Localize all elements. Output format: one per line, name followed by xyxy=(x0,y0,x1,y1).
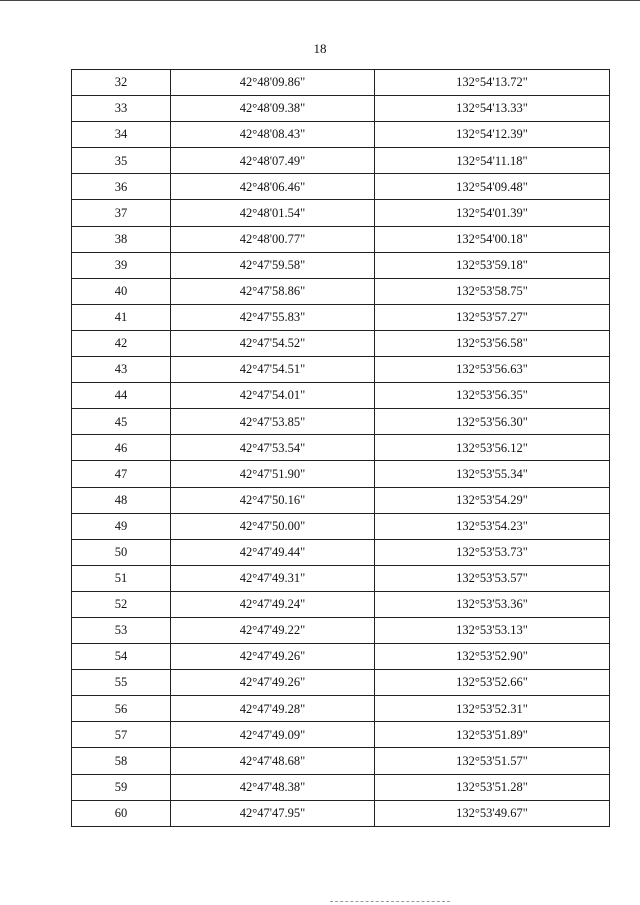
longitude-cell: 132°53'52.66" xyxy=(375,670,610,696)
latitude-cell: 42°47'49.44" xyxy=(171,539,375,565)
point-number-cell: 59 xyxy=(72,774,171,800)
point-number-cell: 34 xyxy=(72,122,171,148)
longitude-cell: 132°53'53.13" xyxy=(375,617,610,643)
latitude-cell: 42°48'07.49" xyxy=(171,148,375,174)
point-number-cell: 41 xyxy=(72,304,171,330)
longitude-cell: 132°54'09.48" xyxy=(375,174,610,200)
point-number-cell: 53 xyxy=(72,617,171,643)
table-row xyxy=(72,252,610,278)
table-row xyxy=(72,461,610,487)
table-row xyxy=(72,696,610,722)
point-number-cell: 56 xyxy=(72,696,171,722)
longitude-cell: 132°53'56.35" xyxy=(375,383,610,409)
coordinates-table xyxy=(71,69,610,827)
latitude-cell: 42°47'59.58" xyxy=(171,252,375,278)
point-number-cell: 37 xyxy=(72,200,171,226)
coordinates-table-body xyxy=(72,70,610,827)
longitude-cell: 132°53'56.30" xyxy=(375,409,610,435)
table-row xyxy=(72,304,610,330)
table-row xyxy=(72,96,610,122)
longitude-cell: 132°53'51.57" xyxy=(375,748,610,774)
table-row xyxy=(72,774,610,800)
point-number-cell: 58 xyxy=(72,748,171,774)
longitude-cell: 132°53'53.36" xyxy=(375,591,610,617)
latitude-cell: 42°47'50.16" xyxy=(171,487,375,513)
latitude-cell: 42°47'48.38" xyxy=(171,774,375,800)
latitude-cell: 42°47'49.09" xyxy=(171,722,375,748)
point-number-cell: 42 xyxy=(72,330,171,356)
point-number-cell: 60 xyxy=(72,800,171,826)
table-row xyxy=(72,200,610,226)
latitude-cell: 42°47'54.52" xyxy=(171,330,375,356)
longitude-cell: 132°53'56.63" xyxy=(375,357,610,383)
longitude-cell: 132°54'13.33" xyxy=(375,96,610,122)
longitude-cell: 132°53'54.23" xyxy=(375,513,610,539)
longitude-cell: 132°53'57.27" xyxy=(375,304,610,330)
table-row xyxy=(72,70,610,96)
latitude-cell: 42°48'00.77" xyxy=(171,226,375,252)
latitude-cell: 42°47'47.95" xyxy=(171,800,375,826)
table-row xyxy=(72,435,610,461)
page-top-edge xyxy=(0,0,640,1)
table-row xyxy=(72,591,610,617)
table-row xyxy=(72,330,610,356)
point-number-cell: 39 xyxy=(72,252,171,278)
table-row xyxy=(72,409,610,435)
latitude-cell: 42°47'49.24" xyxy=(171,591,375,617)
table-row xyxy=(72,670,610,696)
bottom-scan-mark xyxy=(330,901,450,903)
longitude-cell: 132°53'55.34" xyxy=(375,461,610,487)
longitude-cell: 132°53'56.58" xyxy=(375,330,610,356)
latitude-cell: 42°48'09.38" xyxy=(171,96,375,122)
table-row xyxy=(72,644,610,670)
point-number-cell: 47 xyxy=(72,461,171,487)
table-row xyxy=(72,513,610,539)
point-number-cell: 36 xyxy=(72,174,171,200)
longitude-cell: 132°53'53.57" xyxy=(375,565,610,591)
latitude-cell: 42°48'01.54" xyxy=(171,200,375,226)
longitude-cell: 132°53'49.67" xyxy=(375,800,610,826)
latitude-cell: 42°47'58.86" xyxy=(171,278,375,304)
latitude-cell: 42°47'50.00" xyxy=(171,513,375,539)
longitude-cell: 132°54'13.72" xyxy=(375,70,610,96)
longitude-cell: 132°53'51.28" xyxy=(375,774,610,800)
table-row xyxy=(72,122,610,148)
longitude-cell: 132°53'54.29" xyxy=(375,487,610,513)
latitude-cell: 42°48'09.86" xyxy=(171,70,375,96)
longitude-cell: 132°54'01.39" xyxy=(375,200,610,226)
point-number-cell: 38 xyxy=(72,226,171,252)
point-number-cell: 40 xyxy=(72,278,171,304)
latitude-cell: 42°47'54.51" xyxy=(171,357,375,383)
point-number-cell: 35 xyxy=(72,148,171,174)
point-number-cell: 44 xyxy=(72,383,171,409)
table-row xyxy=(72,539,610,565)
table-row xyxy=(72,357,610,383)
table-row xyxy=(72,565,610,591)
latitude-cell: 42°47'53.85" xyxy=(171,409,375,435)
latitude-cell: 42°47'49.22" xyxy=(171,617,375,643)
longitude-cell: 132°53'53.73" xyxy=(375,539,610,565)
latitude-cell: 42°47'51.90" xyxy=(171,461,375,487)
page-number: 18 xyxy=(313,41,327,56)
point-number-cell: 55 xyxy=(72,670,171,696)
latitude-cell: 42°47'54.01" xyxy=(171,383,375,409)
point-number-cell: 54 xyxy=(72,644,171,670)
latitude-cell: 42°47'49.31" xyxy=(171,565,375,591)
longitude-cell: 132°53'56.12" xyxy=(375,435,610,461)
latitude-cell: 42°47'49.26" xyxy=(171,670,375,696)
table-row xyxy=(72,617,610,643)
table-row xyxy=(72,278,610,304)
table-row xyxy=(72,487,610,513)
latitude-cell: 42°47'53.54" xyxy=(171,435,375,461)
latitude-cell: 42°47'49.28" xyxy=(171,696,375,722)
longitude-cell: 132°53'52.31" xyxy=(375,696,610,722)
latitude-cell: 42°47'48.68" xyxy=(171,748,375,774)
table-row xyxy=(72,722,610,748)
point-number-cell: 52 xyxy=(72,591,171,617)
latitude-cell: 42°47'55.83" xyxy=(171,304,375,330)
longitude-cell: 132°54'00.18" xyxy=(375,226,610,252)
latitude-cell: 42°48'08.43" xyxy=(171,122,375,148)
table-row xyxy=(72,800,610,826)
longitude-cell: 132°54'12.39" xyxy=(375,122,610,148)
longitude-cell: 132°53'51.89" xyxy=(375,722,610,748)
point-number-cell: 51 xyxy=(72,565,171,591)
table-row xyxy=(72,226,610,252)
point-number-cell: 48 xyxy=(72,487,171,513)
longitude-cell: 132°53'58.75" xyxy=(375,278,610,304)
longitude-cell: 132°54'11.18" xyxy=(375,148,610,174)
table-row xyxy=(72,174,610,200)
longitude-cell: 132°53'59.18" xyxy=(375,252,610,278)
table-row xyxy=(72,148,610,174)
point-number-cell: 32 xyxy=(72,70,171,96)
point-number-cell: 50 xyxy=(72,539,171,565)
point-number-cell: 49 xyxy=(72,513,171,539)
point-number-cell: 43 xyxy=(72,357,171,383)
point-number-cell: 45 xyxy=(72,409,171,435)
latitude-cell: 42°48'06.46" xyxy=(171,174,375,200)
latitude-cell: 42°47'49.26" xyxy=(171,644,375,670)
point-number-cell: 57 xyxy=(72,722,171,748)
table-row xyxy=(72,748,610,774)
table-row xyxy=(72,383,610,409)
point-number-cell: 46 xyxy=(72,435,171,461)
point-number-cell: 33 xyxy=(72,96,171,122)
longitude-cell: 132°53'52.90" xyxy=(375,644,610,670)
